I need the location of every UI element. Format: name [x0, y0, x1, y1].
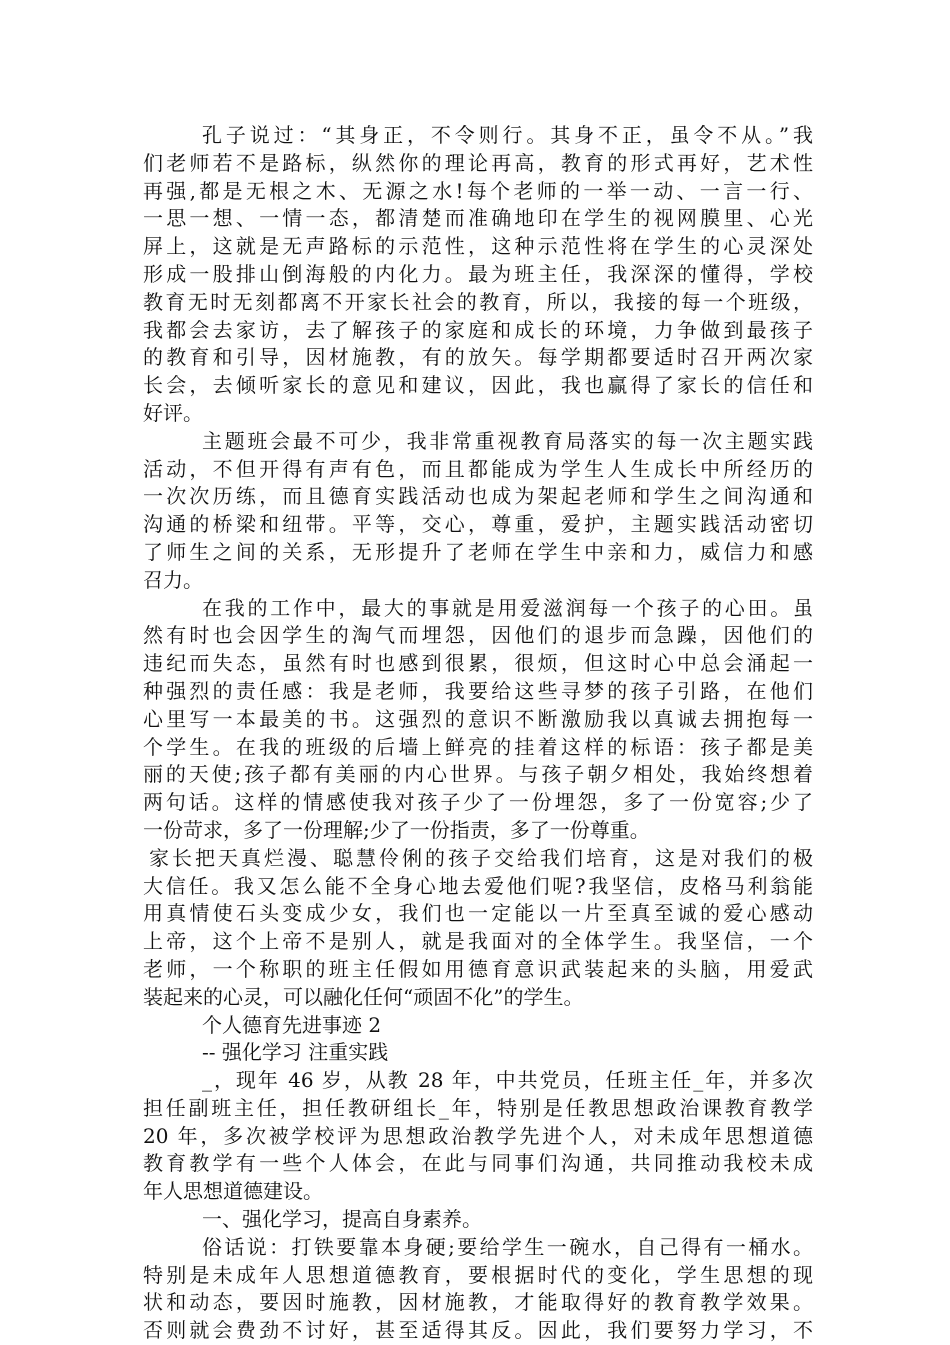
- section-subtitle: -- 强化学习 注重实践: [202, 1040, 389, 1065]
- text-line: 大信任。我又怎么能不全身心地去爱他们呢?我坚信，皮格马利翁能: [143, 873, 813, 898]
- text-line: 20 年，多次被学校评为思想政治教学先进个人，对未成年思想道德: [143, 1123, 813, 1148]
- text-line: 丽的天使;孩子都有美丽的内心世界。与孩子朝夕相处，我始终想着: [143, 762, 813, 787]
- text-line: 否则就会费劲不讨好，甚至适得其反。因此，我们要努力学习，不: [143, 1318, 813, 1343]
- text-line: 再强,都是无根之木、无源之水!每个老师的一举一动、一言一行、: [143, 178, 813, 203]
- text-line: 年人思想道德建设。: [143, 1179, 323, 1204]
- text-line: 违纪而失态，虽然有时也感到很累，很烦，但这时心中总会涌起一: [143, 651, 813, 676]
- text-line: 家长把天真烂漫、聪慧伶俐的孩子交给我们培育，这是对我们的极: [149, 845, 813, 870]
- text-line: 两句话。这样的情感使我对孩子少了一份埋怨，多了一份宽容;少了: [143, 790, 813, 815]
- text-line: 一份苛求，多了一份理解;少了一份指责，多了一份尊重。: [143, 817, 650, 842]
- text-line: 好评。: [143, 400, 203, 425]
- text-line: 担任副班主任，担任教研组长_年，特别是任教思想政治课教育教学: [143, 1095, 813, 1120]
- text-line: 老师，一个称职的班主任假如用德育意识武装起来的头脑，用爱武: [143, 956, 813, 981]
- text-line: 种强烈的责任感：我是老师，我要给这些寻梦的孩子引路，在他们: [143, 678, 813, 703]
- text-line: 教育无时无刻都离不开家长社会的教育，所以，我接的每一个班级，: [143, 289, 813, 314]
- section-heading: 一、强化学习，提高自身素养。: [202, 1207, 482, 1232]
- section-title: 个人德育先进事迹 2: [202, 1012, 382, 1037]
- text-line: 装起来的心灵，可以融化任何“顽固不化”的学生。: [143, 984, 584, 1009]
- text-line: 的教育和引导，因材施教，有的放矢。每学期都要适时召开两次家: [143, 345, 813, 370]
- text-line: 形成一股排山倒海般的内化力。最为班主任，我深深的懂得，学校: [143, 261, 813, 286]
- text-line: 在我的工作中，最大的事就是用爱滋润每一个孩子的心田。虽: [202, 595, 813, 620]
- text-line: 用真情使石头变成少女，我们也一定能以一片至真至诚的爱心感动: [143, 901, 813, 926]
- text-line: 我都会去家访，去了解孩子的家庭和成长的环境，力争做到最孩子: [143, 317, 813, 342]
- text-line: 沟通的桥梁和纽带。平等，交心，尊重，爱护，主题实践活动密切: [143, 512, 813, 537]
- text-line: 了师生之间的关系，无形提升了老师在学生中亲和力，威信力和感: [143, 539, 813, 564]
- text-line: 召力。: [143, 567, 203, 592]
- text-line: 孔子说过：“其身正，不令则行。其身不正，虽令不从。”我: [202, 123, 813, 147]
- text-line: 活动，不但开得有声有色，而且都能成为学生人生成长中所经历的: [143, 456, 813, 481]
- text-line: 俗话说：打铁要靠本身硬;要给学生一碗水，自己得有一桶水。: [202, 1234, 813, 1259]
- text-line: 一思一想、一情一态，都清楚而准确地印在学生的视网膜里、心光: [143, 206, 813, 231]
- text-line: 主题班会最不可少，我非常重视教育局落实的每一次主题实践: [202, 428, 813, 453]
- text-line: 上帝，这个上帝不是别人，就是我面对的全体学生。我坚信，一个: [143, 929, 813, 954]
- text-line: 屏上，这就是无声路标的示范性，这种示范性将在学生的心灵深处: [143, 234, 813, 259]
- text-line: 一次次历练，而且德育实践活动也成为架起老师和学生之间沟通和: [143, 484, 813, 509]
- text-line: 心里写一本最美的书。这强烈的意识不断激励我以真诚去拥抱每一: [143, 706, 813, 731]
- text-line: 个学生。在我的班级的后墙上鲜亮的挂着这样的标语：孩子都是美: [143, 734, 813, 759]
- text-line: 状和动态，要因时施教，因材施教，才能取得好的教育教学效果。: [143, 1290, 813, 1315]
- text-line: 们老师若不是路标，纵然你的理论再高，教育的形式再好，艺术性: [143, 150, 813, 175]
- document-page: [143, 122, 813, 1345]
- text-line: 特别是未成年人思想道德教育，要根据时代的变化，学生思想的现: [143, 1262, 813, 1287]
- text-line: 长会，去倾听家长的意见和建议，因此，我也赢得了家长的信任和: [143, 373, 813, 398]
- text-line: 教育教学有一些个人体会，在此与同事们沟通，共同推动我校未成: [143, 1151, 813, 1176]
- text-line: _，现年 46 岁，从教 28 年，中共党员，任班主任_年，并多次: [202, 1068, 813, 1093]
- text-line: 然有时也会因学生的淘气而埋怨，因他们的退步而急躁，因他们的: [143, 623, 813, 648]
